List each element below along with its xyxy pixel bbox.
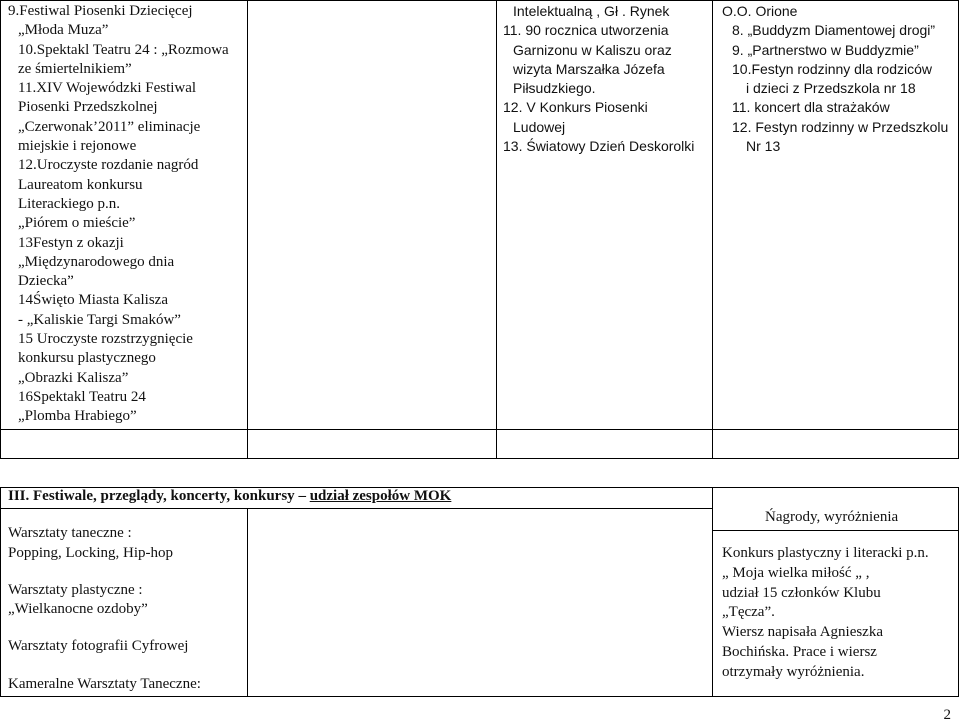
workshop-art-subject: „Wielkanocne ozdoby” [8, 601, 148, 617]
col1-line: „Obrazki Kalisza” [18, 369, 129, 386]
awards-line: „ Moja wielka miłość „ , [722, 564, 870, 581]
col1-line: Literackiego p.n. [18, 195, 121, 212]
col3-line: 11. 90 rocznica utworzenia [503, 22, 669, 39]
col1-line: „Międzynarodowego dnia [18, 253, 175, 270]
col1-line: 10.Spektakl Teatru 24 : „Rozmowa [18, 41, 229, 58]
col4-line: 11. koncert dla strażaków [732, 99, 890, 116]
col1-line: 15 Uroczyste rozstrzygnięcie [18, 331, 193, 348]
col3-line: wizyta Marszałka Józefa [513, 60, 665, 77]
col1-line: „Plomba Hrabiego” [18, 408, 137, 425]
top-table-row-divider [0, 429, 959, 430]
col1-line: 12.Uroczyste rozdanie nagród [18, 157, 199, 174]
awards-line: „Tęcza”. [722, 604, 775, 621]
workshop-chamber-dance-title: Kameralne Warsztaty Taneczne: [8, 676, 201, 692]
col1-line: 9.Festiwal Piosenki Dziecięcej [8, 3, 193, 19]
col1-line: 11.XIV Wojewódzki Festiwal [18, 80, 197, 97]
col4-line: i dzieci z Przedszkola nr 18 [746, 80, 916, 97]
col1-line: „Młoda Muza” [18, 22, 109, 39]
top-table-border-left [0, 0, 1, 459]
col1-line: Laureatom konkursu [18, 176, 143, 193]
workshop-dance-styles: Popping, Locking, Hip-hop [8, 545, 173, 561]
col3-line: Ludowej [513, 118, 566, 135]
workshop-photo-title: Warsztaty fotografii Cyfrowej [8, 638, 189, 654]
awards-line: udział 15 członków Klubu [722, 584, 881, 601]
col1-line: ze śmiertelnikiem” [18, 60, 132, 77]
awards-header-divider [712, 530, 959, 531]
workshop-dance-title: Warsztaty taneczne : [8, 525, 132, 541]
awards-line: otrzymały wyróżnienia. [722, 663, 865, 680]
section-header-dash: – [294, 488, 310, 504]
col1-line: konkursu plastycznego [18, 350, 156, 367]
top-table-border-bottom [0, 458, 959, 459]
col4-line: 10.Festyn rodzinny dla rodziców [732, 60, 932, 77]
col3-line: Piłsudzkiego. [513, 80, 596, 97]
col1-line: miejskie i rejonowe [18, 138, 137, 155]
col3-line: Garnizonu w Kaliszu oraz [513, 41, 672, 58]
col1-line: 13Festyn z okazji [18, 234, 124, 251]
awards-line: Wiersz napisała Agnieszka [722, 624, 884, 641]
col1-line: „Piórem o mieście” [18, 215, 136, 232]
col1-line: Dziecka” [18, 273, 74, 290]
workshop-art-title: Warsztaty plastyczne : [8, 582, 143, 598]
awards-header: Ńagrody, wyróżnienia [765, 509, 899, 525]
section-header-prefix: III. Festiwale, przeglądy, koncerty, konkursy [8, 488, 295, 504]
col3-line: 12. V Konkurs Piosenki [503, 99, 648, 116]
top-table-col-divider-2 [496, 0, 497, 459]
awards-line: Konkurs plastyczny i literacki p.n. [722, 545, 929, 561]
top-table-col4-cell [722, 2, 948, 156]
top-table-col-divider-1 [247, 0, 248, 459]
section-header-underlined: udział zespołów MOK [309, 488, 452, 504]
section-header [8, 488, 451, 505]
col4-line: 12. Festyn rodzinny w Przedszkolu [732, 118, 949, 135]
page-number: 2 [943, 707, 951, 723]
col3-line: 13. Światowy Dzień Deskorolki [503, 138, 695, 155]
awards-list [722, 544, 929, 683]
section-table-border-left [0, 487, 1, 697]
col3-line: Intelektualną , Gł . Rynek [513, 3, 670, 19]
col4-line: 8. „Buddyzm Diamentowej drogi” [732, 22, 936, 39]
col4-line: Nr 13 [746, 138, 781, 155]
section-table-border-bottom [0, 696, 959, 697]
top-table-col1-cell [8, 2, 229, 427]
col4-line: 9. „Partnerstwo w Buddyzmie” [732, 41, 919, 58]
section-table-col-divider-1 [247, 508, 248, 697]
col1-line: 14Święto Miasta Kalisza [18, 292, 168, 309]
col1-line: 16Spektakl Teatru 24 [18, 388, 146, 405]
col1-line: „Czerwonak’2011” eliminacje [18, 118, 201, 135]
top-table-border-top [0, 0, 959, 1]
top-table-col3-cell [503, 2, 694, 156]
top-table-col-divider-3 [712, 0, 713, 459]
col4-line: O.O. Orione [722, 3, 798, 19]
awards-line: Bochińska. Prace i wiersz [722, 643, 877, 660]
col1-line: - „Kaliskie Targi Smaków” [18, 311, 181, 328]
section-table-col-divider-2 [712, 487, 713, 697]
section-header-divider [0, 508, 712, 509]
col1-line: Piosenki Przedszkolnej [18, 99, 158, 116]
